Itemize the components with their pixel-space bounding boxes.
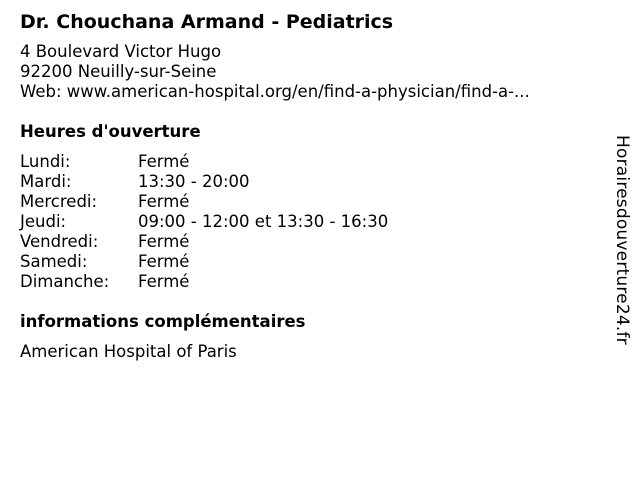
page-title: Dr. Chouchana Armand - Pediatrics xyxy=(20,11,394,33)
day-hours: Fermé xyxy=(138,272,190,291)
day-label: Lundi: xyxy=(20,152,71,171)
day-hours: Fermé xyxy=(138,252,190,271)
hours-row-dimanche xyxy=(20,272,600,292)
extra-info-text: American Hospital of Paris xyxy=(20,342,237,361)
day-hours: Fermé xyxy=(138,192,190,211)
day-label: Mercredi: xyxy=(20,192,98,211)
street-address: 4 Boulevard Victor Hugo xyxy=(20,42,222,61)
web-label: Web: xyxy=(20,82,62,101)
day-hours: Fermé xyxy=(138,232,190,251)
hours-row-jeudi xyxy=(20,212,600,232)
day-label: Samedi: xyxy=(20,252,88,271)
hours-row-vendredi xyxy=(20,232,600,252)
day-label: Mardi: xyxy=(20,172,72,191)
day-hours: 13:30 - 20:00 xyxy=(138,172,250,191)
city-address: 92200 Neuilly-sur-Seine xyxy=(20,62,217,81)
hours-heading: Heures d'ouverture xyxy=(20,122,201,141)
website-line xyxy=(20,82,600,102)
extra-info-heading: informations complémentaires xyxy=(20,312,306,331)
day-label: Dimanche: xyxy=(20,272,110,291)
site-watermark: Horairesdouverture24.fr xyxy=(612,135,632,345)
day-hours: Fermé xyxy=(138,152,190,171)
hours-row-lundi xyxy=(20,152,600,172)
address-block xyxy=(20,42,600,102)
day-hours: 09:00 - 12:00 et 13:30 - 16:30 xyxy=(138,212,389,231)
day-label: Vendredi: xyxy=(20,232,99,251)
listing-card xyxy=(20,10,600,362)
hours-row-samedi xyxy=(20,252,600,272)
website-link[interactable]: www.american-hospital.org/en/find-a-physician/find-a-... xyxy=(66,82,530,101)
hours-row-mercredi xyxy=(20,192,600,212)
day-label: Jeudi: xyxy=(20,212,67,231)
hours-table xyxy=(20,152,600,292)
hours-row-mardi xyxy=(20,172,600,192)
